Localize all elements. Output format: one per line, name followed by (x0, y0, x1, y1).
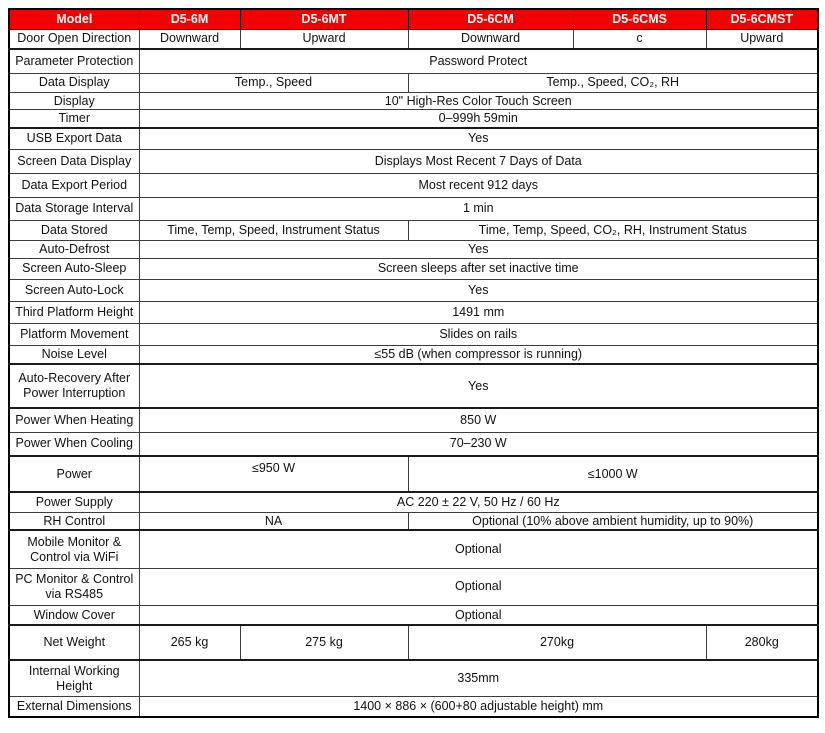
table-row-data-stored (9, 220, 818, 240)
row-label-noise-level: Noise Level (9, 345, 139, 364)
table-row-data-display (9, 73, 818, 92)
row-label-auto-recovery-after-power-interruption: Auto-Recovery After Power Interruption (9, 364, 139, 408)
spec-cell: Upward (706, 29, 818, 49)
spec-cell: Screen sleeps after set inactive time (139, 258, 818, 279)
header-row (9, 9, 818, 29)
spec-table-body (9, 29, 818, 717)
spec-cell: 1491 mm (139, 301, 818, 323)
spec-cell: 270kg (408, 625, 706, 660)
table-row-net-weight (9, 625, 818, 660)
row-label-display: Display (9, 92, 139, 110)
header-cell-d5-6cmst: D5-6CMST (706, 9, 818, 29)
spec-cell: Optional (10% above ambient humidity, up to 90%) (408, 512, 818, 530)
row-label-screen-auto-lock: Screen Auto-Lock (9, 279, 139, 301)
spec-cell: Optional (139, 605, 818, 625)
spec-cell: 1 min (139, 197, 818, 220)
table-row-screen-data-display (9, 149, 818, 173)
table-row-third-platform-height (9, 301, 818, 323)
spec-cell: Optional (139, 530, 818, 568)
spec-cell: 265 kg (139, 625, 240, 660)
spec-cell: 70–230 W (139, 432, 818, 456)
row-label-usb-export-data: USB Export Data (9, 128, 139, 149)
header-cell-model: Model (9, 9, 139, 29)
spec-cell: Password Protect (139, 49, 818, 73)
header-cell-d5-6cms: D5-6CMS (573, 9, 706, 29)
spec-cell: Slides on rails (139, 323, 818, 345)
header-cell-d5-6m: D5-6M (139, 9, 240, 29)
row-label-platform-movement: Platform Movement (9, 323, 139, 345)
spec-cell: Upward (240, 29, 408, 49)
spec-cell: Yes (139, 128, 818, 149)
spec-cell: Yes (139, 240, 818, 258)
table-row-data-storage-interval (9, 197, 818, 220)
row-label-screen-auto-sleep: Screen Auto-Sleep (9, 258, 139, 279)
row-label-data-stored: Data Stored (9, 220, 139, 240)
table-row-power-when-cooling (9, 432, 818, 456)
table-row-window-cover (9, 605, 818, 625)
spec-cell: 850 W (139, 408, 818, 432)
spec-cell: Most recent 912 days (139, 173, 818, 197)
spec-cell: Displays Most Recent 7 Days of Data (139, 149, 818, 173)
spec-table-header (9, 9, 818, 29)
spec-table (8, 8, 819, 718)
table-row-noise-level (9, 345, 818, 364)
row-label-door-open-direction: Door Open Direction (9, 29, 139, 49)
table-row-platform-movement (9, 323, 818, 345)
row-label-net-weight: Net Weight (9, 625, 139, 660)
table-row-display (9, 92, 818, 110)
spec-cell: 1400 × 886 × (600+80 adjustable height) mm (139, 696, 818, 717)
spec-cell: Yes (139, 279, 818, 301)
row-label-internal-working-height: Internal Working Height (9, 660, 139, 696)
table-row-door-open-direction (9, 29, 818, 49)
table-row-auto-recovery-after-power-interruption (9, 364, 818, 408)
row-label-power-when-cooling: Power When Cooling (9, 432, 139, 456)
table-row-pc-monitor-control-via-rs485 (9, 568, 818, 605)
spec-cell: AC 220 ± 22 V, 50 Hz / 60 Hz (139, 492, 818, 512)
row-label-data-export-period: Data Export Period (9, 173, 139, 197)
row-label-window-cover: Window Cover (9, 605, 139, 625)
table-row-power-when-heating (9, 408, 818, 432)
row-label-data-display: Data Display (9, 73, 139, 92)
spec-cell: Downward (408, 29, 573, 49)
spec-cell: Downward (139, 29, 240, 49)
header-cell-d5-6cm: D5-6CM (408, 9, 573, 29)
spec-cell: NA (139, 512, 408, 530)
table-row-auto-defrost (9, 240, 818, 258)
spec-cell: c (573, 29, 706, 49)
spec-cell: Optional (139, 568, 818, 605)
spec-cell: ≤55 dB (when compressor is running) (139, 345, 818, 364)
spec-cell: Yes (139, 364, 818, 408)
row-label-parameter-protection: Parameter Protection (9, 49, 139, 73)
row-label-rh-control: RH Control (9, 512, 139, 530)
table-row-mobile-monitor-control-via-wifi (9, 530, 818, 568)
row-label-data-storage-interval: Data Storage Interval (9, 197, 139, 220)
table-row-internal-working-height (9, 660, 818, 696)
table-row-power (9, 456, 818, 492)
spec-sheet (8, 8, 817, 718)
spec-cell: 10" High-Res Color Touch Screen (139, 92, 818, 110)
table-row-usb-export-data (9, 128, 818, 149)
table-row-data-export-period (9, 173, 818, 197)
table-row-parameter-protection (9, 49, 818, 73)
row-label-power: Power (9, 456, 139, 492)
spec-cell: Time, Temp, Speed, CO₂, RH, Instrument Status (408, 220, 818, 240)
table-row-screen-auto-lock (9, 279, 818, 301)
table-row-power-supply (9, 492, 818, 512)
spec-cell: Temp., Speed, CO₂, RH (408, 73, 818, 92)
spec-cell: Time, Temp, Speed, Instrument Status (139, 220, 408, 240)
row-label-pc-monitor-control-via-rs485: PC Monitor & Control via RS485 (9, 568, 139, 605)
spec-cell: Temp., Speed (139, 73, 408, 92)
table-row-screen-auto-sleep (9, 258, 818, 279)
row-label-auto-defrost: Auto-Defrost (9, 240, 139, 258)
spec-cell: 275 kg (240, 625, 408, 660)
table-row-rh-control (9, 512, 818, 530)
row-label-third-platform-height: Third Platform Height (9, 301, 139, 323)
row-label-screen-data-display: Screen Data Display (9, 149, 139, 173)
table-row-timer (9, 110, 818, 128)
spec-cell: ≤1000 W (408, 456, 818, 492)
header-cell-d5-6mt: D5-6MT (240, 9, 408, 29)
row-label-power-when-heating: Power When Heating (9, 408, 139, 432)
spec-cell: 280kg (706, 625, 818, 660)
spec-cell: 335mm (139, 660, 818, 696)
spec-cell: 0–999h 59min (139, 110, 818, 128)
spec-cell: ≤950 W (139, 456, 408, 492)
row-label-mobile-monitor-control-via-wifi: Mobile Monitor & Control via WiFi (9, 530, 139, 568)
row-label-external-dimensions: External Dimensions (9, 696, 139, 717)
row-label-power-supply: Power Supply (9, 492, 139, 512)
row-label-timer: Timer (9, 110, 139, 128)
table-row-external-dimensions (9, 696, 818, 717)
